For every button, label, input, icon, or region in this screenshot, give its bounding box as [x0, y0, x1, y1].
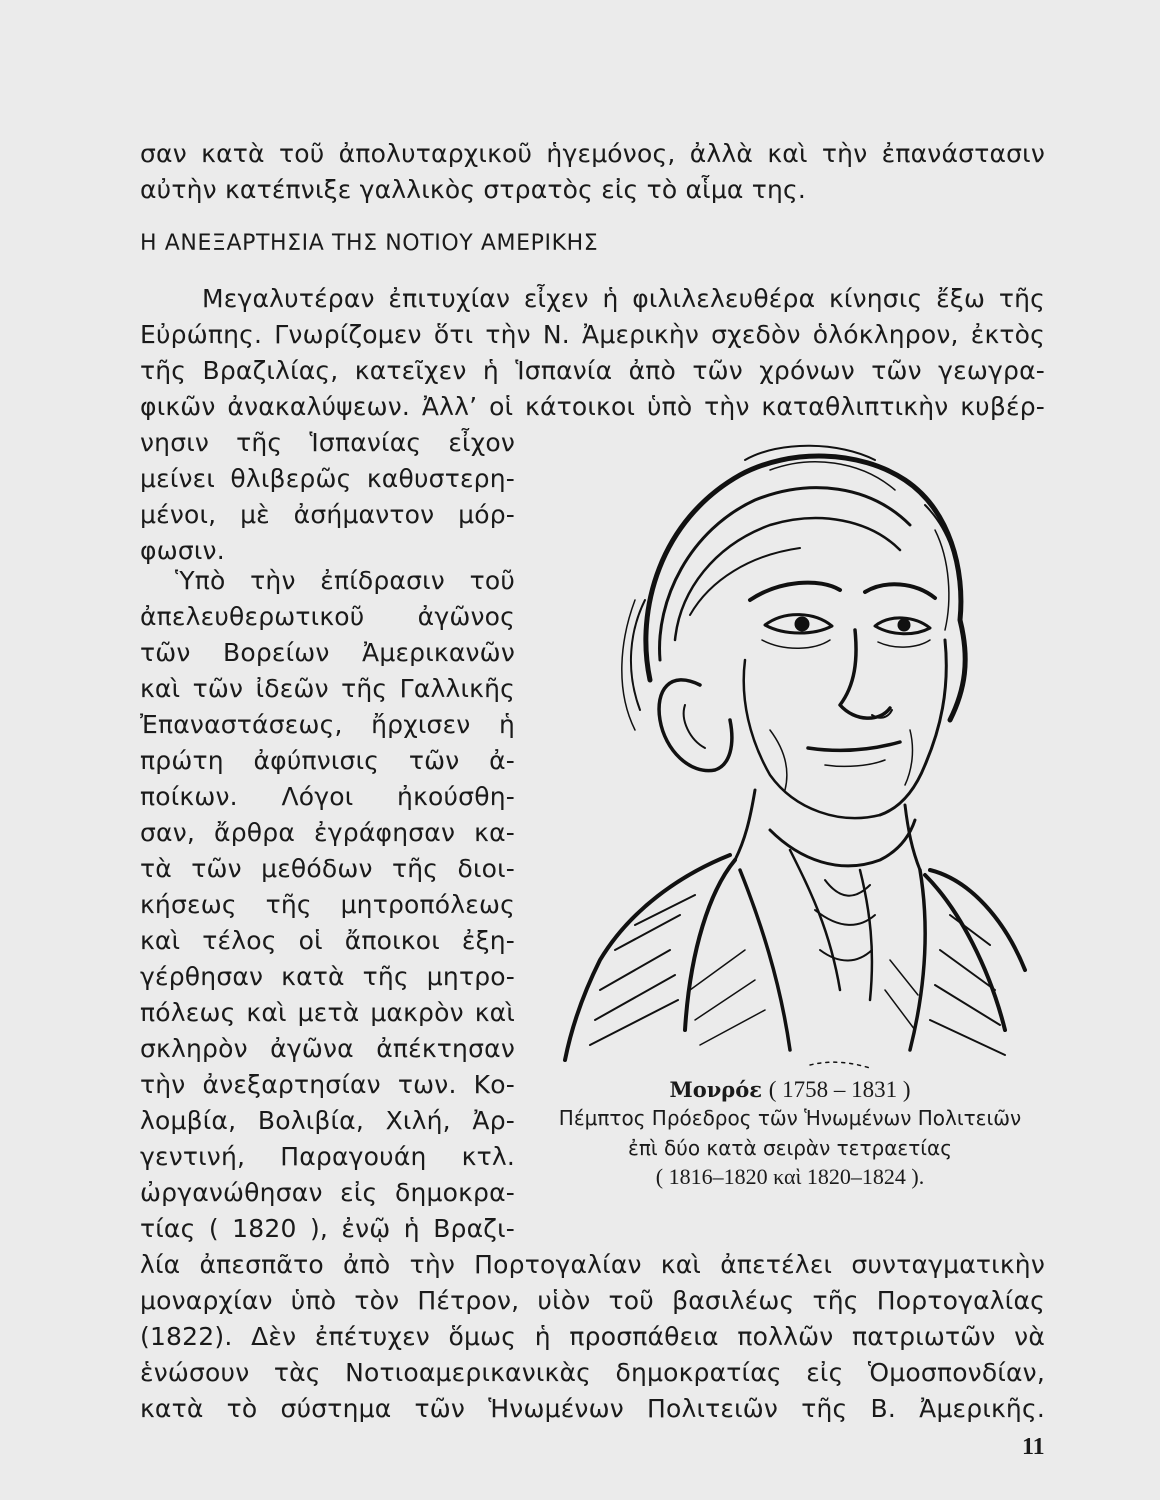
text-line: ἀπελευθερωτικοῦ ἀγῶνος — [140, 602, 515, 631]
text-line: φωσιν. — [140, 536, 225, 565]
text-line: κήσεως τῆς μητροπόλεως — [140, 890, 515, 919]
text-line: τῆς Βραζιλίας, κατεῖχεν ἡ Ἱσπανία ἀπὸ τῶν χρόνων τῶν γεωγρα- — [140, 356, 1045, 385]
text-line: φικῶν ἀνακαλύψεων. Ἀλλ’ οἱ κάτοικοι ὑπὸ τὴν καταθλιπτικὴν κυβέρ- — [140, 392, 1045, 421]
text-line: λομβία, Βολιβία, Χιλή, Ἀρ- — [140, 1106, 515, 1135]
text-line: ὠργανώθησαν εἰς δημοκρα- — [140, 1178, 515, 1207]
text-line: Ἐπαναστάσεως, ἤρχισεν ἡ — [140, 710, 515, 739]
text-line: (1822). Δὲν ἐπέτυχεν ὅμως ἡ προσπάθεια πολλῶν πατριωτῶν νὰ — [140, 1322, 1045, 1351]
text-line: καὶ τέλος οἱ ἄποικοι ἐξη- — [140, 926, 515, 955]
portrait-caption-title — [530, 1076, 1050, 1104]
text-line: σαν, ἄρθρα ἐγράφησαν κα- — [140, 818, 515, 847]
portrait-name: Μονρόε — [669, 1077, 763, 1102]
text-line: τὴν ἀνεξαρτησίαν των. Κο- — [140, 1070, 515, 1099]
text-line: πόλεως καὶ μετὰ μακρὸν καὶ — [140, 998, 515, 1027]
text-line: Ὑπὸ τὴν ἐπίδρασιν τοῦ — [175, 566, 515, 595]
monroe-portrait-icon — [540, 430, 1040, 1070]
text-line: ποίκων. Λόγοι ἠκούσθη- — [140, 782, 515, 811]
text-line: γεντινή, Παραγουάη κτλ. — [140, 1142, 515, 1171]
portrait-dates: ( 1758 – 1831 ) — [768, 1077, 911, 1102]
portrait-caption-line: ἐπὶ δύο κατὰ σειρὰν τετραετίας — [628, 1136, 952, 1160]
text-line: πρώτη ἀφύπνισις τῶν ἀ- — [140, 746, 515, 775]
text-line: μένοι, μὲ ἀσήμαντον μόρ- — [140, 500, 515, 529]
text-line: σκληρὸν ἀγῶνα ἀπέκτησαν — [140, 1034, 515, 1063]
text-line: καὶ τῶν ἰδεῶν τῆς Γαλλικῆς — [140, 674, 515, 703]
text-line: Εὐρώπης. Γνωρίζομεν ὅτι τὴν Ν. Ἀμερικὴν σχεδὸν ὁλόκληρον, ἐκτὸς — [140, 320, 1045, 349]
text-line: σαν κατὰ τοῦ ἀπολυταρχικοῦ ἡγεμόνος, ἀλλὰ καὶ τὴν ἐπανάστασιν — [140, 139, 1045, 168]
text-line: λία ἀπεσπᾶτο ἀπὸ τὴν Πορτογαλίαν καὶ ἀπετέλει συνταγματικὴν — [140, 1250, 1045, 1279]
text-line: τὰ τῶν μεθόδων τῆς διοι- — [140, 854, 515, 883]
portrait-caption-line: Πέμπτος Πρόεδρος τῶν Ἡνωμένων Πολιτειῶν — [558, 1106, 1022, 1130]
text-line: μοναρχίαν ὑπὸ τὸν Πέτρον, υἱὸν τοῦ βασιλέως τῆς Πορτογαλίας — [140, 1286, 1045, 1315]
text-line: τῶν Βορείων Ἀμερικανῶν — [140, 638, 515, 667]
text-line: αὐτὴν κατέπνιξε γαλλικὸς στρατὸς εἰς τὸ αἷμα της. — [140, 175, 807, 204]
page-number: 11 — [1022, 1434, 1045, 1460]
text-line: γέρθησαν κατὰ τῆς μητρο- — [140, 962, 515, 991]
text-line: νησιν τῆς Ἱσπανίας εἶχον — [140, 428, 515, 457]
portrait-caption-line: ( 1816–1820 καὶ 1820–1824 ). — [655, 1164, 925, 1189]
text-line: κατὰ τὸ σύστημα τῶν Ἡνωμένων Πολιτειῶν τῆς Β. Ἀμερικῆς. — [140, 1394, 1045, 1423]
text-line: ἑνώσουν τὰς Νοτιοαμερικανικὰς δημοκρατίας εἰς Ὁμοσπονδίαν, — [140, 1358, 1045, 1387]
section-heading: Η ΑΝΕΞΑΡΤΗΣΙΑ ΤΗΣ ΝΟΤΙΟΥ ΑΜΕΡΙΚΗΣ — [140, 231, 599, 256]
text-line: τίας ( 1820 ), ἐνῷ ἡ Βραζι- — [140, 1214, 515, 1243]
text-line: μείνει θλιβερῶς καθυστερη- — [140, 464, 515, 493]
text-line: Μεγαλυτέραν ἐπιτυχίαν εἶχεν ἡ φιλιλελευθέρα κίνησις ἔξω τῆς — [202, 284, 1045, 313]
